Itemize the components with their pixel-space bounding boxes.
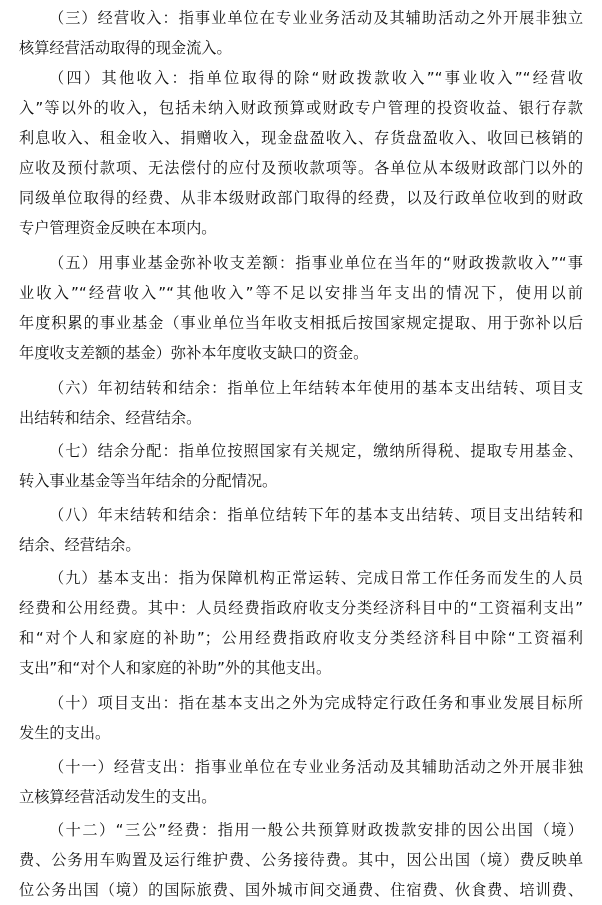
text-line-28: 费、公务用车购置及运行维护费、公务接待费。其中，因公出国（境）费反映单 (19, 851, 583, 869)
text-line-13: （六）年初结转和结余：指单位上年结转本年使用的基本支出结转、项目支 (49, 379, 583, 397)
text-line-1: （三）经营收入：指事业单位在专业业务活动及其辅助活动之外开展非独立 (49, 9, 583, 27)
text-line-22: 支出”和“对个人和家庭的补助”外的其他支出。 (19, 659, 332, 677)
text-line-6: 应收及预付款项、无法偿付的应付及预收款项等。各单位从本级财政部门以外的 (19, 159, 583, 177)
text-line-21: 和“对个人和家庭的补助”；公用经费指政府收支分类经济科目中除“工资福利 (19, 629, 583, 647)
text-line-24: 发生的支出。 (19, 724, 111, 742)
text-line-3: （四）其他收入：指单位取得的除“财政拨款收入”“事业收入”“经营收 (49, 69, 583, 87)
text-line-15: （七）结余分配：指单位按照国家有关规定，缴纳所得税、提取专用基金、 (49, 442, 583, 460)
text-line-8: 专户管理资金反映在本项内。 (19, 219, 217, 237)
text-line-11: 年度积累的事业基金（事业单位当年收支相抵后按国家规定提取、用于弥补以后 (19, 314, 583, 332)
text-line-19: （九）基本支出：指为保障机构正常运转、完成日常工作任务而发生的人员 (49, 569, 583, 587)
text-line-26: 立核算经营活动发生的支出。 (19, 788, 217, 806)
text-line-20: 经费和公用经费。其中：人员经费指政府收支分类经济科目中的“工资福利支出” (19, 599, 583, 617)
text-line-2: 核算经营活动取得的现金流入。 (19, 39, 232, 57)
text-line-16: 转入事业基金等当年结余的分配情况。 (19, 472, 278, 490)
text-line-5: 利息收入、租金收入、捐赠收入，现金盘盈收入、存货盘盈收入、收回已核销的 (19, 129, 583, 147)
text-line-23: （十）项目支出：指在基本支出之外为完成特定行政任务和事业发展目标所 (49, 694, 583, 712)
text-line-25: （十一）经营支出：指事业单位在专业业务活动及其辅助活动之外开展非独 (49, 758, 583, 776)
text-line-9: （五）用事业基金弥补收支差额：指事业单位在当年的“财政拨款收入”“事 (49, 254, 583, 272)
text-line-12: 年度收支差额的基金）弥补本年度收支缺口的资金。 (19, 344, 369, 362)
text-line-29: 位公务出国（境）的国际旅费、国外城市间交通费、住宿费、伙食费、培训费、 (19, 881, 583, 899)
text-line-14: 出结转和结余、经营结余。 (19, 409, 202, 427)
text-line-4: 入”等以外的收入，包括未纳入财政预算或财政专户管理的投资收益、银行存款 (19, 99, 583, 117)
text-line-7: 同级单位取得的经费、从非本级财政部门取得的经费，以及行政单位收到的财政 (19, 189, 583, 207)
text-line-18: 结余、经营结余。 (19, 536, 141, 554)
text-line-10: 业收入”“经营收入”“其他收入”等不足以安排当年支出的情况下，使用以前 (19, 284, 583, 302)
text-line-17: （八）年末结转和结余：指单位结转下年的基本支出结转、项目支出结转和 (49, 506, 583, 524)
text-line-27: （十二）“三公”经费：指用一般公共预算财政拨款安排的因公出国（境） (49, 821, 583, 839)
